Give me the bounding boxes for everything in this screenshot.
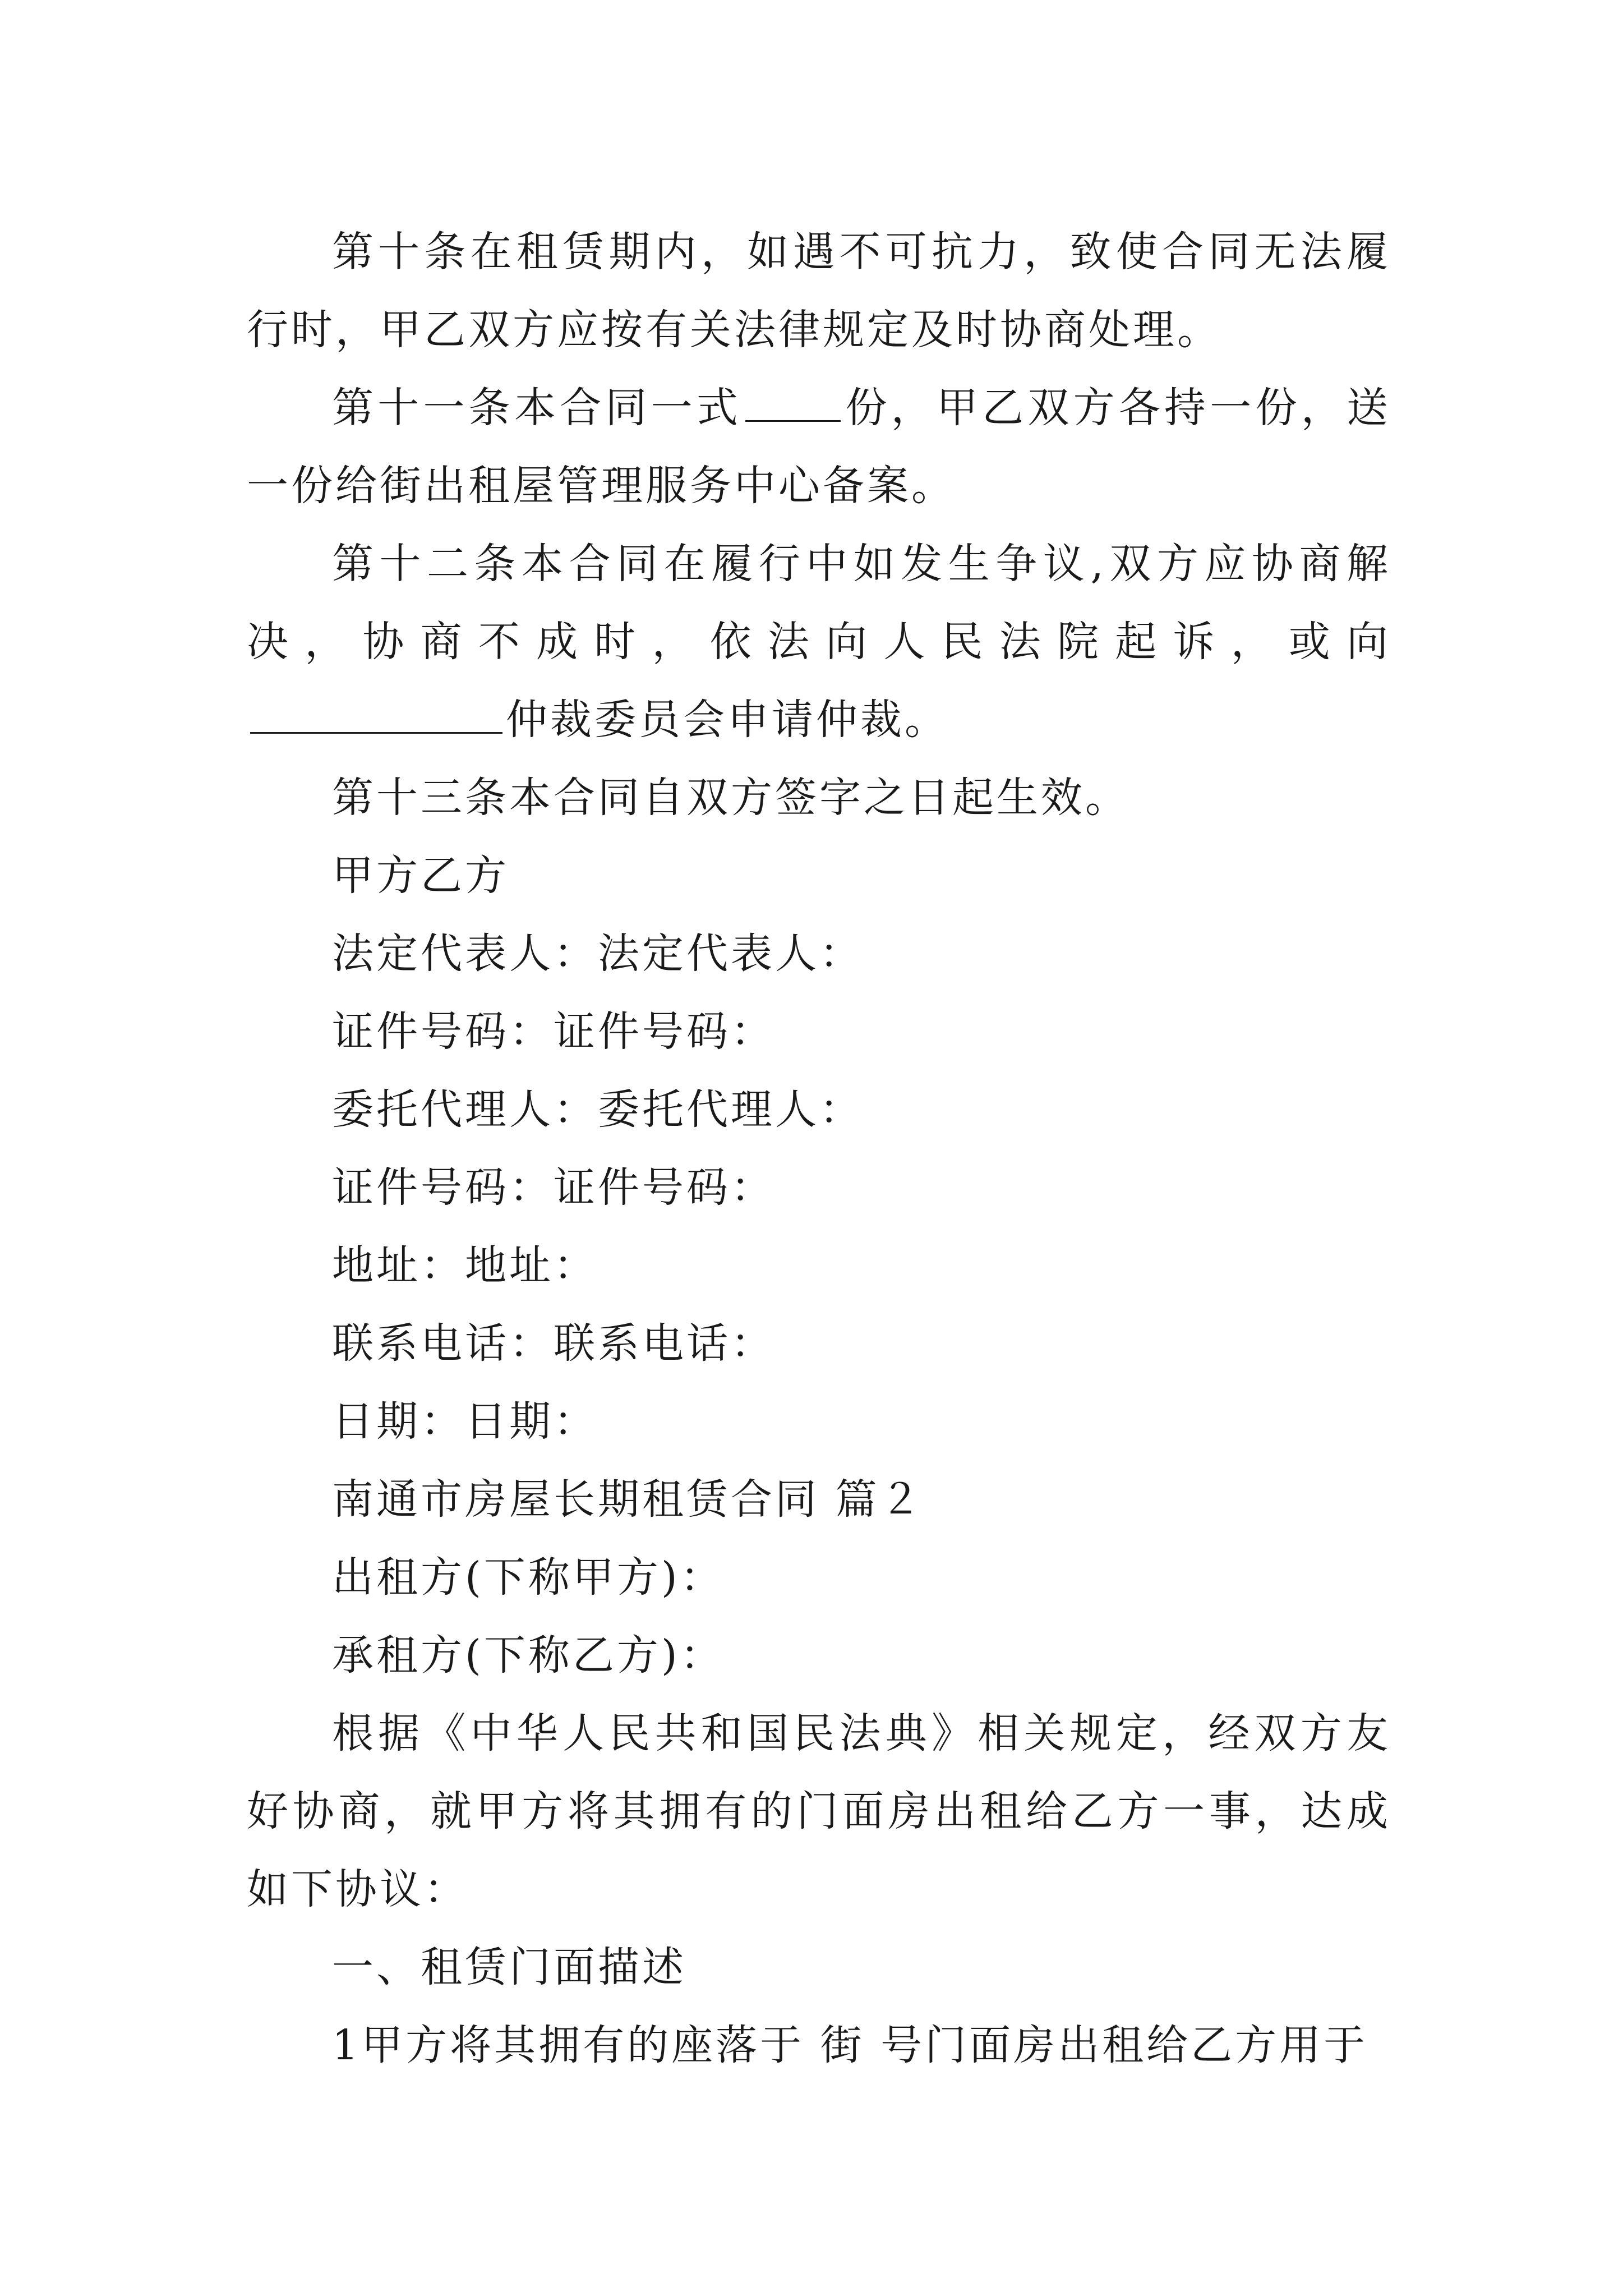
- signature-date: 日期：日期：: [332, 1397, 598, 1446]
- clause-1: 1甲方将其拥有的座落于 街 号门面房出租给乙方用于: [332, 2021, 1368, 2069]
- article-10: 第十条在租赁期内，如遇不可抗力，致使合同无法履行时，甲乙双方应按有关法律规定及时协商处理。: [247, 228, 1391, 354]
- article-12-text-before: 第十二条本合同在履行中如发生争议,双方应协商解决，协商不成时，依法向人民法院起诉，或向: [247, 540, 1391, 666]
- signature-legal-rep: 法定代表人：法定代表人：: [332, 930, 864, 978]
- section-title: 南通市房屋长期租赁合同 篇２: [332, 1475, 924, 1524]
- document-body: [247, 213, 1391, 2085]
- preamble: 根据《中华人民共和国民法典》相关规定，经双方友好协商，就甲方将其拥有的门面房出租给乙方一事，达成如下协议：: [247, 1709, 1391, 1913]
- article-13: 第十三条本合同自双方签字之日起生效。: [332, 774, 1129, 822]
- lessee-line: 承租方(下称乙方)：: [332, 1631, 725, 1680]
- article-12-text-after: 仲裁委员会申请仲裁。: [506, 696, 949, 744]
- signature-phone: 联系电话：联系电话：: [332, 1319, 775, 1368]
- signature-address: 地址：地址：: [332, 1241, 598, 1290]
- article-11: [247, 369, 1391, 525]
- article-11-text-after: 份，甲乙双方各持一份，送一份给街出租屋管理服务中心备案。: [247, 384, 1391, 510]
- article-12: [247, 525, 1391, 759]
- lessor-line: 出租方(下称甲方)：: [332, 1553, 725, 1602]
- heading-1: 一、租赁门面描述: [332, 1943, 686, 1991]
- signature-id-number-2: 证件号码：证件号码：: [332, 1163, 775, 1212]
- article-11-text-before: 第十一条本合同一式: [332, 384, 743, 432]
- signature-agent: 委托代理人：委托代理人：: [332, 1085, 864, 1134]
- arbitration-blank: [250, 698, 502, 734]
- copies-blank: [745, 386, 841, 422]
- signature-parties: 甲方乙方: [332, 852, 509, 900]
- signature-id-number-1: 证件号码：证件号码：: [332, 1007, 775, 1056]
